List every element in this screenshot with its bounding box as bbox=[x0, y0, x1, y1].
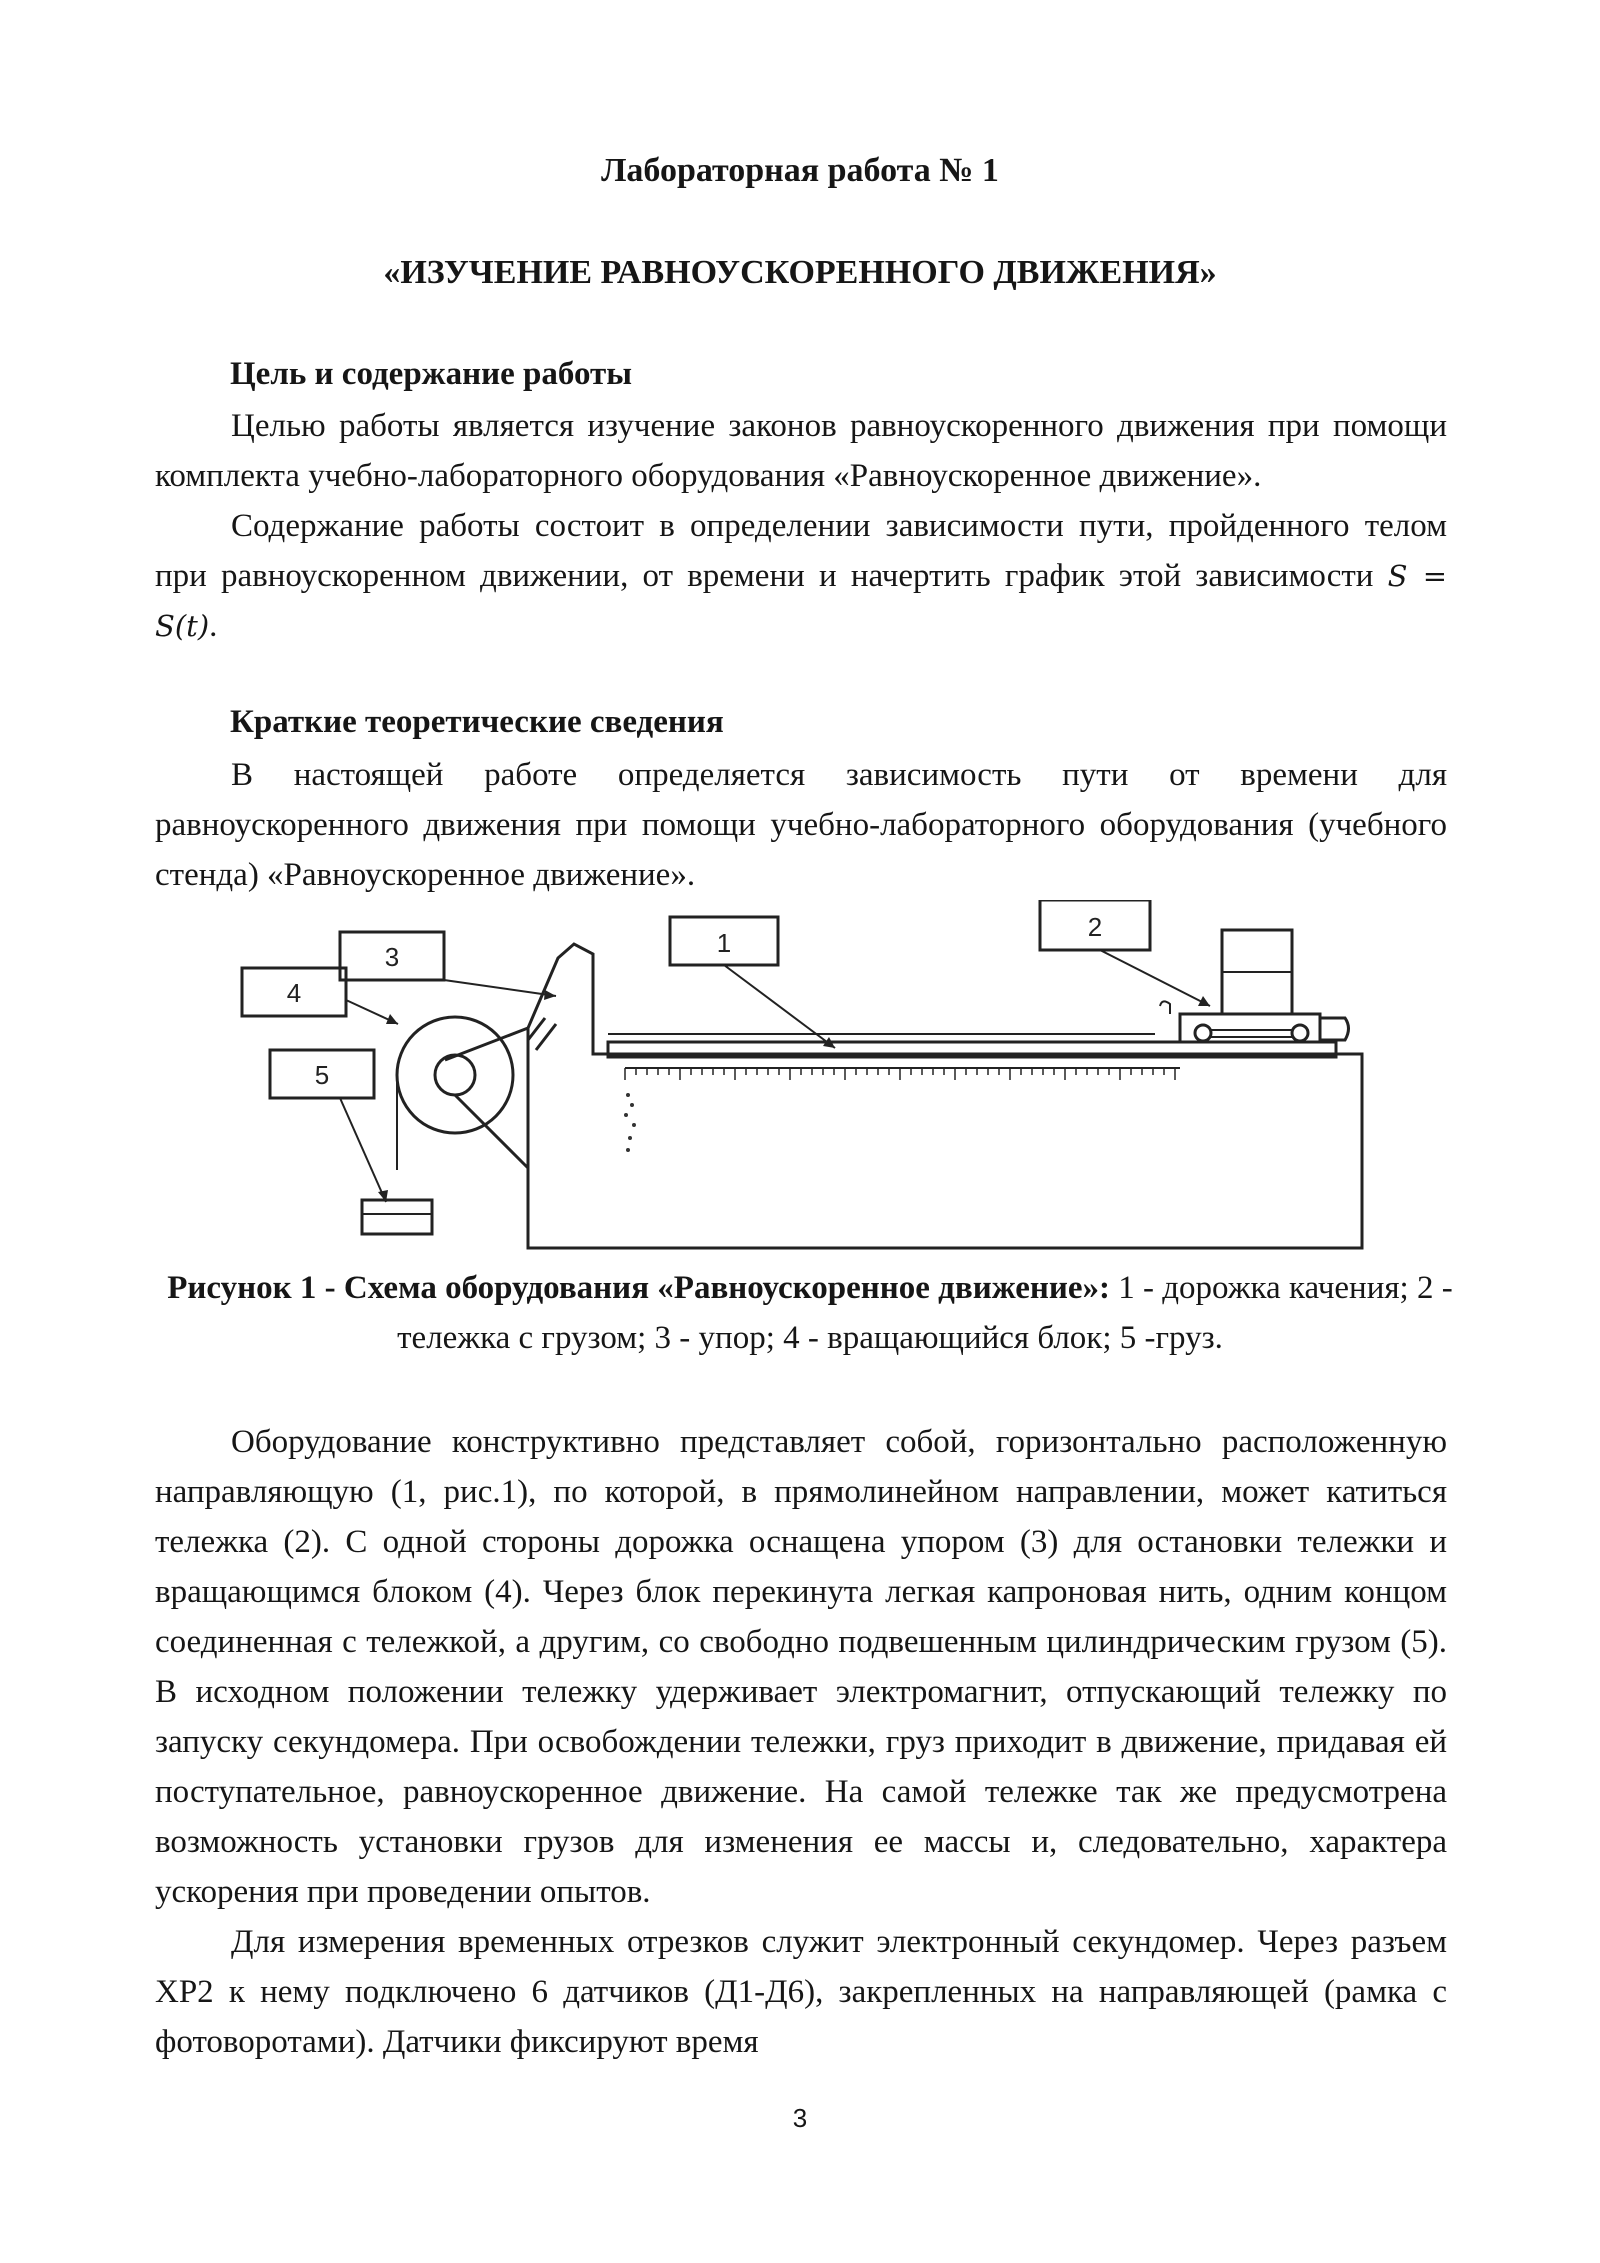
main-body-text bbox=[155, 1417, 1447, 2067]
paragraph-equipment: Оборудование конструктивно представляет собой, горизонтально расположенную направляющую (1, рис.1), по которой, в прямолинейном направлении, может катиться тележка (2). С одной стороны дорожка оснащена упором (3) для остановки тележки и вращающимся блоком (4). Через блок перекинута легкая капроновая нить, одним концом соединенная с тележкой, а другим, со свободно подвешенным цилиндрическим грузом (5). В исходном положении тележку удерживает электромагнит, отпускающий тележку по запуску секундомера. При освобождении тележки, груз приходит в движение, придавая ей поступательное, равноускоренное движение. На самой тележке так же предусмотрена возможность установки грузов для изменения ее массы и, следовательно, характера ускорения при проведении опытов. bbox=[155, 1424, 1447, 1910]
formula-s-of-t: S = S(t) bbox=[155, 559, 1447, 643]
diagram-label-1: 1 bbox=[716, 928, 732, 958]
diagram-label-5: 5 bbox=[314, 1060, 330, 1090]
paragraph-timer: Для измерения временных отрезков служит электронный секундомер. Через разъем XP2 к нему подключено 6 датчиков (Д1-Д6), закрепленных на направляющей (рамка с фотоворотами). Датчики фиксируют время bbox=[155, 1924, 1447, 2060]
diagram-label-3: 3 bbox=[384, 942, 400, 972]
equipment-diagram bbox=[0, 900, 1600, 1260]
paragraph-goal: Целью работы является изучение законов равноускоренного движения при помощи комплекта учебно-лабораторного оборудования «Равноускоренное движение». bbox=[155, 408, 1447, 494]
paragraph-content-end: . bbox=[209, 608, 218, 644]
section-goal-text bbox=[155, 401, 1447, 651]
paragraph-content bbox=[155, 501, 1447, 651]
section-heading-theory: Краткие теоретические сведения bbox=[230, 704, 724, 740]
figure-caption-title: Рисунок 1 - Схема оборудования «Равноускоренное движение»: bbox=[167, 1270, 1111, 1306]
section-theory-text bbox=[155, 750, 1447, 900]
figure-caption bbox=[160, 1263, 1460, 1363]
paragraph-content-text: Содержание работы состоит в определении зависимости пути, пройденного телом при равноускоренном движении, от времени и начертить график этой зависимости bbox=[155, 508, 1447, 594]
paragraph-theory: В настоящей работе определяется зависимость пути от времени для равноускоренного движения при помощи учебно-лабораторного оборудования (учебного стенда) «Равноускоренное движение». bbox=[155, 757, 1447, 893]
diagram-label-2: 2 bbox=[1087, 912, 1103, 942]
page-title: Лабораторная работа № 1 bbox=[601, 152, 999, 189]
page-number: 3 bbox=[792, 2103, 808, 2133]
diagram-label-4: 4 bbox=[286, 978, 302, 1008]
figure-caption-text: 1 - дорожка качения; 2 - тележка с грузом; 3 - упор; 4 - вращающийся блок; 5 -груз. bbox=[397, 1270, 1453, 1356]
page-subtitle: «ИЗУЧЕНИЕ РАВНОУСКОРЕННОГО ДВИЖЕНИЯ» bbox=[383, 254, 1217, 291]
section-heading-goal: Цель и содержание работы bbox=[230, 356, 632, 392]
